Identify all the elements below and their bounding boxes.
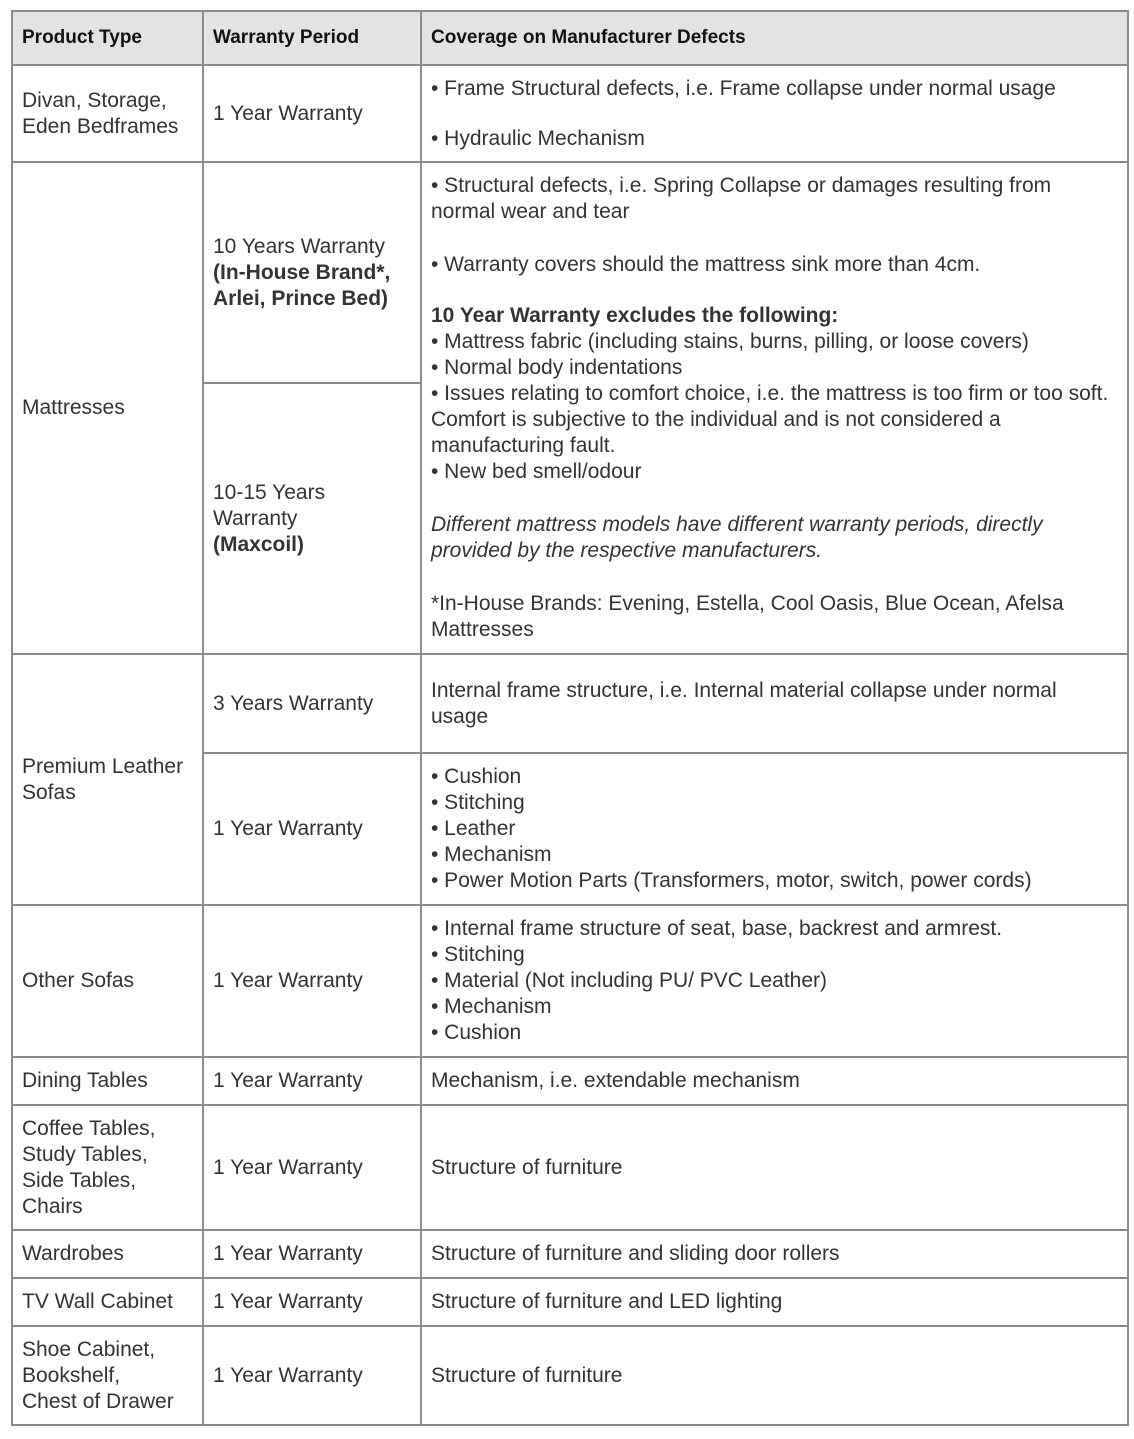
product-cell: TV Wall Cabinet [12, 1278, 203, 1326]
coverage-line: • Cushion [431, 765, 522, 788]
excludes-title: 10 Year Warranty excludes the following: [431, 304, 839, 327]
product-line: Chest of Drawer [22, 1389, 174, 1413]
coverage-line: • Hydraulic Mechanism [431, 126, 645, 150]
coverage-cell [421, 905, 1128, 1057]
product-line: Divan, Storage, [22, 88, 167, 112]
coverage-line: • Mechanism [431, 843, 552, 866]
coverage-line: • Warranty covers should the mattress sink more than 4cm. [431, 253, 981, 276]
table-row [12, 1278, 1128, 1326]
period-text: 10-15 Years Warranty [213, 480, 326, 530]
period-cell: 1 Year Warranty [203, 1230, 421, 1278]
period-cell: 1 Year Warranty [203, 1105, 421, 1230]
warranty-table [11, 10, 1129, 1426]
period-cell: 3 Years Warranty [203, 654, 421, 753]
coverage-line: • Mattress fabric (including stains, burns, pilling, or loose covers) [431, 330, 1029, 353]
header-warranty-period: Warranty Period [203, 11, 421, 65]
table-row [12, 162, 1128, 383]
period-text: 10 Years Warranty [213, 234, 385, 258]
product-cell [12, 1105, 203, 1230]
product-line: Bookshelf, [22, 1363, 121, 1387]
coverage-cell [421, 753, 1128, 905]
table-row [12, 654, 1128, 753]
coverage-line: • Cushion [431, 1021, 522, 1044]
coverage-line: • Issues relating to comfort choice, i.e. the mattress is too firm or too soft. Comfort is subjective to the individual and is not considered a manufacturing fault. [431, 382, 1109, 457]
header-coverage: Coverage on Manufacturer Defects [421, 11, 1128, 65]
header-product-type: Product Type [12, 11, 203, 65]
coverage-cell: Structure of furniture [421, 1326, 1128, 1425]
coverage-line: • Internal frame structure of seat, base, backrest and armrest. [431, 917, 1003, 940]
period-cell [203, 383, 421, 654]
coverage-cell: Structure of furniture [421, 1105, 1128, 1230]
period-cell: 1 Year Warranty [203, 905, 421, 1057]
coverage-line: • Structural defects, i.e. Spring Collapse or damages resulting from normal wear and tear [431, 174, 1052, 223]
period-cell: 1 Year Warranty [203, 1278, 421, 1326]
period-cell: 1 Year Warranty [203, 1326, 421, 1425]
product-cell: Wardrobes [12, 1230, 203, 1278]
coverage-footnote: *In-House Brands: Evening, Estella, Cool Oasis, Blue Ocean, Afelsa Mattresses [431, 592, 1064, 641]
product-cell: Dining Tables [12, 1057, 203, 1105]
coverage-line: • Normal body indentations [431, 356, 683, 379]
header-row [12, 11, 1128, 65]
coverage-cell: Mechanism, i.e. extendable mechanism [421, 1057, 1128, 1105]
product-cell [12, 65, 203, 162]
period-cell: 1 Year Warranty [203, 753, 421, 905]
product-line: Shoe Cabinet, [22, 1337, 156, 1361]
coverage-line: • Stitching [431, 791, 525, 814]
product-line: Eden Bedframes [22, 114, 179, 138]
product-line: Study Tables, [22, 1142, 148, 1166]
table-row [12, 1057, 1128, 1105]
period-cell: 1 Year Warranty [203, 65, 421, 162]
product-line: Coffee Tables, [22, 1116, 156, 1140]
table-row [12, 1326, 1128, 1425]
coverage-line: • Power Motion Parts (Transformers, motor, switch, power cords) [431, 869, 1032, 892]
coverage-line: • Frame Structural defects, i.e. Frame collapse under normal usage [431, 76, 1056, 100]
product-cell: Other Sofas [12, 905, 203, 1057]
product-line: Chairs [22, 1194, 83, 1218]
coverage-line: • Stitching [431, 943, 525, 966]
period-brands: (In-House Brand*, Arlei, Prince Bed) [213, 260, 391, 310]
coverage-cell [421, 162, 1128, 654]
product-line: Side Tables, [22, 1168, 137, 1192]
coverage-cell: Internal frame structure, i.e. Internal material collapse under normal usage [421, 654, 1128, 753]
coverage-note: Different mattress models have different warranty periods, directly provided by the respective manufacturers. [431, 513, 1043, 562]
table-row [12, 1230, 1128, 1278]
table-row [12, 65, 1128, 162]
coverage-line: • New bed smell/odour [431, 460, 642, 483]
product-cell: Mattresses [12, 162, 203, 654]
period-brands: (Maxcoil) [213, 532, 305, 556]
coverage-cell [421, 65, 1128, 162]
table-row [12, 905, 1128, 1057]
product-cell: Premium Leather Sofas [12, 654, 203, 905]
coverage-line: • Leather [431, 817, 516, 840]
product-cell [12, 1326, 203, 1425]
coverage-cell: Structure of furniture and LED lighting [421, 1278, 1128, 1326]
coverage-line: • Mechanism [431, 995, 552, 1018]
table-row [12, 1105, 1128, 1230]
period-cell [203, 162, 421, 383]
coverage-line: • Material (Not including PU/ PVC Leather) [431, 969, 828, 992]
period-cell: 1 Year Warranty [203, 1057, 421, 1105]
coverage-cell: Structure of furniture and sliding door rollers [421, 1230, 1128, 1278]
